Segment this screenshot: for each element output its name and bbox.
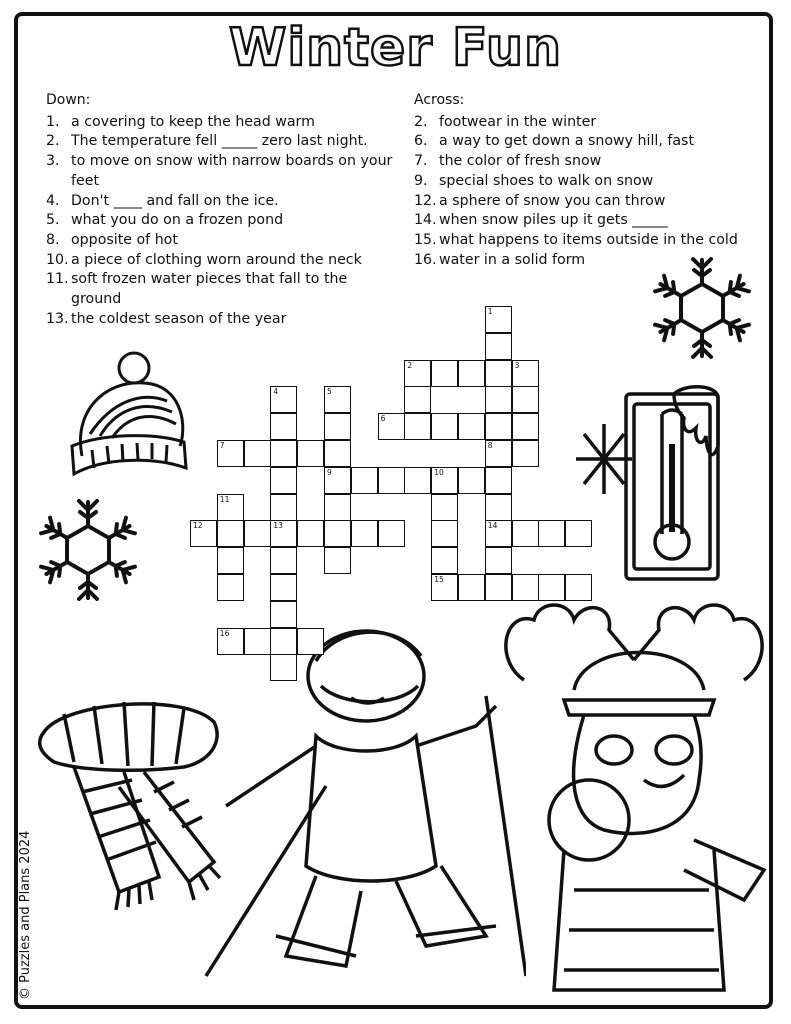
clue-text: the coldest season of the year <box>71 310 287 327</box>
crossword-cell[interactable] <box>485 520 512 547</box>
crossword-cell[interactable] <box>244 520 271 547</box>
clue-text: to move on snow with narrow boards on your feet <box>71 153 393 189</box>
cell-number: 5 <box>327 387 332 397</box>
down-clue <box>46 132 396 152</box>
clue-number: 9. <box>414 172 428 189</box>
snowflake-icon <box>646 252 758 364</box>
crossword-cell[interactable] <box>324 467 351 494</box>
down-clue <box>46 113 396 133</box>
down-clue <box>46 251 396 271</box>
crossword-cell[interactable] <box>485 333 512 360</box>
crossword-cell[interactable] <box>351 467 378 494</box>
clue-number: 2. <box>414 113 428 130</box>
crossword-cell[interactable] <box>485 574 512 601</box>
crossword-cell[interactable] <box>324 413 351 440</box>
crossword-cell[interactable] <box>431 494 458 521</box>
moose-icon <box>494 600 774 1000</box>
clue-text: what you do on a frozen pond <box>71 212 284 229</box>
crossword-cell[interactable] <box>485 494 512 521</box>
clue-number: 6. <box>414 133 428 150</box>
crossword-cell[interactable] <box>512 413 539 440</box>
crossword-cell[interactable] <box>485 306 512 333</box>
crossword-cell[interactable] <box>217 520 244 547</box>
crossword-cell[interactable] <box>270 494 297 521</box>
crossword-cell[interactable] <box>270 654 297 681</box>
cell-number: 7 <box>219 441 225 450</box>
crossword-cell[interactable] <box>458 413 485 440</box>
crossword-cell[interactable] <box>485 360 512 387</box>
across-clue <box>414 192 774 212</box>
clue-number: 1. <box>46 113 60 130</box>
page-title: Winter Fun <box>228 18 563 78</box>
cell-number: 15 <box>434 575 444 584</box>
crossword-cell[interactable] <box>324 386 351 413</box>
crossword-cell[interactable] <box>378 520 405 547</box>
cell-number: 6 <box>380 414 386 424</box>
cell-number: 1 <box>487 307 493 316</box>
cell-number: 11 <box>219 494 230 504</box>
crossword-cell[interactable] <box>404 413 431 440</box>
clue-number: 5. <box>46 212 60 229</box>
crossword-cell[interactable] <box>431 360 458 387</box>
clue-text: footwear in the winter <box>439 113 597 130</box>
clue-text: water in a solid form <box>439 251 586 268</box>
clue-number: 13. <box>46 310 69 327</box>
clue-number: 10. <box>46 251 69 268</box>
crossword-cell[interactable] <box>244 628 271 655</box>
knit-hat-icon <box>62 346 192 486</box>
crossword-cell[interactable] <box>217 547 244 574</box>
cell-number: 2 <box>407 360 413 370</box>
crossword-cell[interactable] <box>270 574 297 601</box>
crossword-cell[interactable] <box>324 520 351 547</box>
crossword-cell[interactable] <box>512 386 539 413</box>
clue-number: 7. <box>414 153 428 170</box>
crossword-cell[interactable] <box>270 601 297 628</box>
clue-number: 4. <box>46 192 60 209</box>
crossword-cell[interactable] <box>485 467 512 494</box>
crossword-cell[interactable] <box>565 520 592 547</box>
down-clue <box>46 310 396 330</box>
crossword-cell[interactable] <box>431 467 458 494</box>
crossword-cell[interactable] <box>485 413 512 440</box>
down-clue <box>46 211 396 231</box>
across-clue <box>414 172 774 192</box>
crossword-cell[interactable] <box>404 467 431 494</box>
crossword-cell[interactable] <box>270 440 297 467</box>
crossword-cell[interactable] <box>431 547 458 574</box>
crossword-cell[interactable] <box>270 467 297 494</box>
crossword-cell[interactable] <box>217 574 244 601</box>
cell-number: 4 <box>273 387 279 397</box>
crossword-cell[interactable] <box>324 440 351 467</box>
down-clue <box>46 152 396 191</box>
crossword-cell[interactable] <box>378 467 405 494</box>
crossword-cell[interactable] <box>378 413 405 440</box>
clue-text: a covering to keep the head warm <box>71 113 315 130</box>
clue-text: a way to get down a snowy hill, fast <box>439 133 695 150</box>
clue-text: when snow piles up it gets _____ <box>439 212 668 229</box>
across-clue <box>414 231 774 251</box>
clue-number: 14. <box>414 212 437 229</box>
crossword-cell[interactable] <box>512 574 539 601</box>
down-clues <box>46 91 396 329</box>
cell-number: 8 <box>487 441 493 450</box>
clue-text: The temperature fell _____ zero last night. <box>71 133 368 150</box>
cell-number: 13 <box>273 521 283 531</box>
across-clue <box>414 132 774 152</box>
crossword-cell[interactable] <box>538 574 565 601</box>
clue-text: a piece of clothing worn around the neck <box>71 251 362 268</box>
crossword-cell[interactable] <box>270 386 297 413</box>
crossword-cell[interactable] <box>270 628 297 655</box>
crossword-cell[interactable] <box>270 413 297 440</box>
across-clue <box>414 113 774 133</box>
crossword-cell[interactable] <box>324 494 351 521</box>
clue-number: 12. <box>414 192 437 209</box>
crossword-cell[interactable] <box>217 494 244 521</box>
crossword-cell[interactable] <box>565 574 592 601</box>
down-clue <box>46 192 396 212</box>
crossword-cell[interactable] <box>431 574 458 601</box>
crossword-cell[interactable] <box>351 520 378 547</box>
crossword-cell[interactable] <box>404 386 431 413</box>
across-clues <box>414 91 774 270</box>
crossword-cell[interactable] <box>485 547 512 574</box>
crossword-cell[interactable] <box>244 440 271 467</box>
crossword-cell[interactable] <box>458 360 485 387</box>
clue-text: what happens to items outside in the cold <box>439 231 738 248</box>
crossword-cell[interactable] <box>270 547 297 574</box>
crossword-cell[interactable] <box>512 520 539 547</box>
cell-number: 10 <box>434 467 444 477</box>
crossword-cell[interactable] <box>431 520 458 547</box>
crossword-cell[interactable] <box>217 440 244 467</box>
clue-number: 8. <box>46 231 60 248</box>
down-clue <box>46 231 396 251</box>
crossword-cell[interactable] <box>431 413 458 440</box>
crossword-cell[interactable] <box>538 520 565 547</box>
thermometer-icon <box>574 384 724 584</box>
cell-number: 9 <box>327 467 332 477</box>
clue-text: a sphere of snow you can throw <box>439 192 666 209</box>
cell-number: 12 <box>193 521 203 531</box>
crossword-cell[interactable] <box>270 520 297 547</box>
crossword-cell[interactable] <box>485 440 512 467</box>
across-clue <box>414 211 774 231</box>
crossword-cell[interactable] <box>190 520 217 547</box>
clue-number: 2. <box>46 133 60 150</box>
crossword-cell[interactable] <box>324 547 351 574</box>
clue-number: 11. <box>46 271 69 288</box>
cell-number: 16 <box>219 628 230 638</box>
crossword-cell[interactable] <box>217 628 244 655</box>
crossword-cell[interactable] <box>458 574 485 601</box>
crossword-cell[interactable] <box>512 440 539 467</box>
crossword-cell[interactable] <box>512 360 539 387</box>
down-clue <box>46 270 396 309</box>
across-heading: Across: <box>414 92 465 108</box>
crossword-cell[interactable] <box>485 386 512 413</box>
clue-text: opposite of hot <box>71 231 178 248</box>
clue-number: 16. <box>414 251 437 268</box>
crossword-cell[interactable] <box>297 628 324 655</box>
clue-text: soft frozen water pieces that fall to the ground <box>71 271 348 308</box>
down-heading: Down: <box>46 92 91 108</box>
cell-number: 3 <box>514 360 520 370</box>
clue-text: special shoes to walk on snow <box>439 172 654 189</box>
copyright: © Puzzles and Plans 2024 <box>18 830 33 1000</box>
crossword-cell[interactable] <box>297 440 324 467</box>
cell-number: 14 <box>487 521 498 531</box>
clue-number: 15. <box>414 231 437 248</box>
crossword-cell[interactable] <box>297 520 324 547</box>
snowflake-icon <box>32 494 144 606</box>
crossword-cell[interactable] <box>458 467 485 494</box>
clue-text: Don't ____ and fall on the ice. <box>71 192 279 209</box>
skier-icon <box>196 616 526 996</box>
across-clue <box>414 152 774 172</box>
crossword-cell[interactable] <box>404 360 431 387</box>
clue-number: 3. <box>46 153 60 170</box>
clue-text: the color of fresh snow <box>439 153 602 170</box>
